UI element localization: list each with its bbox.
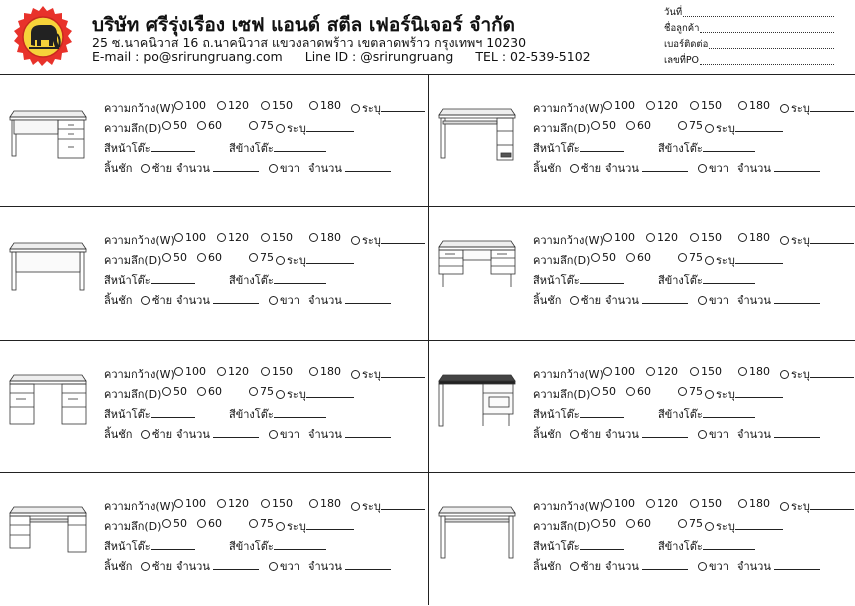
radio-option[interactable] xyxy=(276,390,285,399)
date-label: วันที่ xyxy=(664,7,683,18)
phone-field[interactable] xyxy=(664,36,834,52)
width-row: ความกว้าง(W) 100 120 150 180 ระบุ xyxy=(104,363,424,383)
width-row: ความกว้าง(W) 100 120 150 180 ระบุ xyxy=(104,97,424,117)
radio-option[interactable] xyxy=(249,253,258,262)
width-label: ความกว้าง(W) xyxy=(104,368,175,381)
color-row xyxy=(533,137,853,157)
blank-line[interactable] xyxy=(580,407,624,418)
order-info-box xyxy=(664,4,834,68)
drawer-row: ลิ้นชัก ซ้าย จำนวน ขวา จำนวน xyxy=(533,157,853,177)
drawer-label: ลิ้นชัก xyxy=(533,560,562,573)
blank-line[interactable] xyxy=(810,367,854,378)
top-color-label: สีหน้าโต๊ะ xyxy=(533,540,580,553)
desk-option-panel xyxy=(429,207,855,340)
blank-line[interactable] xyxy=(703,539,755,550)
radio-option[interactable] xyxy=(174,499,183,508)
desk-spec-form xyxy=(104,495,424,575)
blank-line[interactable] xyxy=(642,559,688,570)
radio-option[interactable] xyxy=(591,519,600,528)
radio-option[interactable] xyxy=(780,236,789,245)
width-label: ความกว้าง(W) xyxy=(533,368,604,381)
radio-option[interactable] xyxy=(197,253,206,262)
blank-line[interactable] xyxy=(213,293,259,304)
radio-option[interactable] xyxy=(738,101,747,110)
color-row xyxy=(533,269,853,289)
width-label: ความกว้าง(W) xyxy=(104,500,175,513)
radio-option[interactable] xyxy=(141,164,150,173)
color-row xyxy=(533,535,853,555)
depth-row: ความลึก(D) 50 60 75 ระบุ xyxy=(533,383,853,403)
width-row: ความกว้าง(W) 100 120 150 180 ระบุ xyxy=(104,229,424,249)
blank-line[interactable] xyxy=(213,427,259,438)
top-color-label: สีหน้าโต๊ะ xyxy=(533,274,580,287)
radio-option[interactable] xyxy=(678,519,687,528)
top-color-label: สีหน้าโต๊ะ xyxy=(104,408,151,421)
drawer-label: ลิ้นชัก xyxy=(104,428,133,441)
blank-line[interactable] xyxy=(381,233,425,244)
blank-line[interactable] xyxy=(810,233,854,244)
radio-option[interactable] xyxy=(197,387,206,396)
radio-option[interactable] xyxy=(646,233,655,242)
blank-line[interactable] xyxy=(306,387,354,398)
drawer-row: ลิ้นชัก ซ้าย จำนวน ขวา จำนวน xyxy=(533,423,853,443)
radio-option[interactable] xyxy=(603,499,612,508)
desk-option-panel xyxy=(0,341,427,474)
radio-option[interactable] xyxy=(261,101,270,110)
company-name: บริษัท ศรีรุ่งเรือง เซฟ แอนด์ สตีล เฟอร์นิเจอร์ จำกัด xyxy=(92,14,515,36)
top-color-label: สีหน้าโต๊ะ xyxy=(533,142,580,155)
radio-option[interactable] xyxy=(269,296,278,305)
blank-line[interactable] xyxy=(774,559,820,570)
company-address: 25 ซ.นาคนิวาส 16 ถ.นาคนิวาส แขวงลาดพร้าว เขตลาดพร้าว กรุงเทพฯ 10230 xyxy=(92,35,527,50)
width-row: ความกว้าง(W) 100 120 150 180 ระบุ xyxy=(533,229,853,249)
blank-line[interactable] xyxy=(735,519,783,530)
radio-option[interactable] xyxy=(174,367,183,376)
width-row: ความกว้าง(W) 100 120 150 180 ระบุ xyxy=(104,495,424,515)
depth-row: ความลึก(D) 50 60 75 ระบุ xyxy=(533,117,853,137)
color-row xyxy=(104,137,424,157)
width-label: ความกว้าง(W) xyxy=(533,500,604,513)
depth-label: ความลึก(D) xyxy=(533,254,591,267)
blank-line[interactable] xyxy=(213,161,259,172)
blank-line[interactable] xyxy=(274,407,326,418)
blank-line[interactable] xyxy=(810,101,854,112)
radio-option[interactable] xyxy=(249,519,258,528)
radio-option[interactable] xyxy=(626,387,635,396)
blank-line[interactable] xyxy=(306,121,354,132)
desk-spec-form xyxy=(533,363,853,443)
desk-option-panel xyxy=(429,473,855,606)
desk-spec-form xyxy=(104,229,424,309)
blank-line[interactable] xyxy=(306,253,354,264)
blank-line[interactable] xyxy=(580,141,624,152)
blank-line[interactable] xyxy=(735,121,783,132)
depth-label: ความลึก(D) xyxy=(533,122,591,135)
side-color-label: สีข้างโต๊ะ xyxy=(658,274,703,287)
radio-option[interactable] xyxy=(351,370,360,379)
radio-option[interactable] xyxy=(698,164,707,173)
drawer-label: ลิ้นชัก xyxy=(104,560,133,573)
desk-spec-form xyxy=(533,97,853,177)
side-color-label: สีข้างโต๊ะ xyxy=(229,142,274,155)
blank-line[interactable] xyxy=(306,519,354,530)
radio-option[interactable] xyxy=(678,121,687,130)
radio-option[interactable] xyxy=(570,296,579,305)
depth-row: ความลึก(D) 50 60 75 ระบุ xyxy=(104,117,424,137)
radio-option[interactable] xyxy=(690,367,699,376)
radio-option[interactable] xyxy=(162,253,171,262)
depth-label: ความลึก(D) xyxy=(533,388,591,401)
blank-line[interactable] xyxy=(213,559,259,570)
company-line-id: Line ID : @srirungruang xyxy=(304,49,454,64)
drawer-row: ลิ้นชัก ซ้าย จำนวน ขวา จำนวน xyxy=(533,289,853,309)
width-label: ความกว้าง(W) xyxy=(104,102,175,115)
radio-option[interactable] xyxy=(261,499,270,508)
radio-option[interactable] xyxy=(690,499,699,508)
depth-row: ความลึก(D) 50 60 75 ระบุ xyxy=(104,249,424,269)
radio-option[interactable] xyxy=(646,499,655,508)
radio-option[interactable] xyxy=(591,253,600,262)
blank-line[interactable] xyxy=(703,141,755,152)
radio-option[interactable] xyxy=(269,562,278,571)
desk-option-panel xyxy=(429,341,855,474)
blank-line[interactable] xyxy=(274,141,326,152)
radio-option[interactable] xyxy=(570,430,579,439)
radio-option[interactable] xyxy=(351,104,360,113)
radio-option[interactable] xyxy=(174,233,183,242)
width-row: ความกว้าง(W) 100 120 150 180 ระบุ xyxy=(533,495,853,515)
radio-option[interactable] xyxy=(705,124,714,133)
drawer-label: ลิ้นชัก xyxy=(533,162,562,175)
blank-line[interactable] xyxy=(345,427,391,438)
side-color-label: สีข้างโต๊ะ xyxy=(229,540,274,553)
radio-option[interactable] xyxy=(738,367,747,376)
radio-option[interactable] xyxy=(705,256,714,265)
radio-option[interactable] xyxy=(276,124,285,133)
radio-option[interactable] xyxy=(261,233,270,242)
blank-line[interactable] xyxy=(151,539,195,550)
radio-option[interactable] xyxy=(646,367,655,376)
radio-option[interactable] xyxy=(690,233,699,242)
blank-line[interactable] xyxy=(735,387,783,398)
width-label: ความกว้าง(W) xyxy=(533,234,604,247)
blank-line[interactable] xyxy=(642,161,688,172)
blank-line[interactable] xyxy=(381,367,425,378)
depth-row: ความลึก(D) 50 60 75 ระบุ xyxy=(104,383,424,403)
radio-option[interactable] xyxy=(249,121,258,130)
side-color-label: สีข้างโต๊ะ xyxy=(658,408,703,421)
drawer-row: ลิ้นชัก ซ้าย จำนวน ขวา จำนวน xyxy=(104,157,424,177)
radio-option[interactable] xyxy=(738,233,747,242)
radio-option[interactable] xyxy=(162,519,171,528)
color-row xyxy=(533,403,853,423)
radio-option[interactable] xyxy=(217,367,226,376)
radio-option[interactable] xyxy=(276,522,285,531)
radio-option[interactable] xyxy=(780,104,789,113)
depth-label: ความลึก(D) xyxy=(104,388,162,401)
radio-option[interactable] xyxy=(141,562,150,571)
company-tel: TEL : 02-539-5102 xyxy=(475,49,591,64)
side-color-label: สีข้างโต๊ะ xyxy=(229,274,274,287)
blank-line[interactable] xyxy=(774,427,820,438)
radio-option[interactable] xyxy=(570,562,579,571)
phone-label: เบอร์ติดต่อ xyxy=(664,39,709,50)
po-label: เลขที่PO xyxy=(664,55,700,66)
radio-option[interactable] xyxy=(351,236,360,245)
color-row xyxy=(104,403,424,423)
radio-option[interactable] xyxy=(646,101,655,110)
drawer-row: ลิ้นชัก ซ้าย จำนวน ขวา จำนวน xyxy=(533,555,853,575)
radio-option[interactable] xyxy=(261,367,270,376)
desk-option-panel xyxy=(429,75,855,208)
drawer-row: ลิ้นชัก ซ้าย จำนวน ขวา จำนวน xyxy=(104,423,424,443)
radio-option[interactable] xyxy=(705,522,714,531)
radio-option[interactable] xyxy=(141,296,150,305)
top-color-label: สีหน้าโต๊ะ xyxy=(104,142,151,155)
radio-option[interactable] xyxy=(217,233,226,242)
company-email: E-mail : po@srirungruang.com xyxy=(92,49,283,64)
blank-line[interactable] xyxy=(381,101,425,112)
radio-option[interactable] xyxy=(276,256,285,265)
radio-option[interactable] xyxy=(217,499,226,508)
desk-option-panel xyxy=(0,473,427,606)
drawer-row: ลิ้นชัก ซ้าย จำนวน ขวา จำนวน xyxy=(104,555,424,575)
radio-option[interactable] xyxy=(162,121,171,130)
blank-line[interactable] xyxy=(735,253,783,264)
drawer-row: ลิ้นชัก ซ้าย จำนวน ขวา จำนวน xyxy=(104,289,424,309)
width-label: ความกว้าง(W) xyxy=(104,234,175,247)
blank-line[interactable] xyxy=(381,499,425,510)
radio-option[interactable] xyxy=(591,121,600,130)
radio-option[interactable] xyxy=(705,390,714,399)
radio-option[interactable] xyxy=(738,499,747,508)
drawer-label: ลิ้นชัก xyxy=(533,294,562,307)
radio-option[interactable] xyxy=(678,387,687,396)
drawer-label: ลิ้นชัก xyxy=(533,428,562,441)
blank-line[interactable] xyxy=(345,293,391,304)
radio-option[interactable] xyxy=(603,367,612,376)
company-logo xyxy=(12,6,74,68)
blank-line[interactable] xyxy=(774,293,820,304)
width-row: ความกว้าง(W) 100 120 150 180 ระบุ xyxy=(533,97,853,117)
drawer-label: ลิ้นชัก xyxy=(104,162,133,175)
company-contact xyxy=(92,49,591,64)
radio-option[interactable] xyxy=(141,430,150,439)
depth-label: ความลึก(D) xyxy=(104,254,162,267)
radio-option[interactable] xyxy=(309,233,318,242)
blank-line[interactable] xyxy=(580,539,624,550)
top-color-label: สีหน้าโต๊ะ xyxy=(104,540,151,553)
blank-line[interactable] xyxy=(151,141,195,152)
side-color-label: สีข้างโต๊ะ xyxy=(658,142,703,155)
blank-line[interactable] xyxy=(151,273,195,284)
radio-option[interactable] xyxy=(698,296,707,305)
radio-option[interactable] xyxy=(197,121,206,130)
radio-option[interactable] xyxy=(174,101,183,110)
drawer-label: ลิ้นชัก xyxy=(104,294,133,307)
top-color-label: สีหน้าโต๊ะ xyxy=(104,274,151,287)
depth-row: ความลึก(D) 50 60 75 ระบุ xyxy=(104,515,424,535)
radio-option[interactable] xyxy=(603,233,612,242)
blank-line[interactable] xyxy=(810,499,854,510)
blank-line[interactable] xyxy=(703,273,755,284)
blank-line[interactable] xyxy=(642,293,688,304)
radio-option[interactable] xyxy=(698,562,707,571)
radio-option[interactable] xyxy=(780,502,789,511)
depth-row: ความลึก(D) 50 60 75 ระบุ xyxy=(533,249,853,269)
color-row xyxy=(104,269,424,289)
customer-label: ชื่อลูกค้า xyxy=(664,23,700,34)
radio-option[interactable] xyxy=(249,387,258,396)
radio-option[interactable] xyxy=(162,387,171,396)
width-row: ความกว้าง(W) 100 120 150 180 ระบุ xyxy=(533,363,853,383)
blank-line[interactable] xyxy=(580,273,624,284)
radio-option[interactable] xyxy=(197,519,206,528)
blank-line[interactable] xyxy=(274,539,326,550)
width-label: ความกว้าง(W) xyxy=(533,102,604,115)
blank-line[interactable] xyxy=(703,407,755,418)
depth-row: ความลึก(D) 50 60 75 ระบุ xyxy=(533,515,853,535)
desk-option-panel xyxy=(0,207,427,340)
radio-option[interactable] xyxy=(626,121,635,130)
radio-option[interactable] xyxy=(690,101,699,110)
desk-spec-form xyxy=(533,495,853,575)
radio-option[interactable] xyxy=(780,370,789,379)
radio-option[interactable] xyxy=(309,499,318,508)
radio-option[interactable] xyxy=(217,101,226,110)
desk-spec-form xyxy=(104,97,424,177)
desk-option-panel xyxy=(0,75,427,208)
blank-line[interactable] xyxy=(642,427,688,438)
depth-label: ความลึก(D) xyxy=(104,122,162,135)
customer-field[interactable] xyxy=(664,20,834,36)
radio-option[interactable] xyxy=(698,430,707,439)
radio-option[interactable] xyxy=(678,253,687,262)
radio-option[interactable] xyxy=(309,367,318,376)
top-color-label: สีหน้าโต๊ะ xyxy=(533,408,580,421)
radio-option[interactable] xyxy=(626,519,635,528)
blank-line[interactable] xyxy=(345,559,391,570)
desk-spec-form xyxy=(104,363,424,443)
radio-option[interactable] xyxy=(591,387,600,396)
radio-option[interactable] xyxy=(269,164,278,173)
blank-line[interactable] xyxy=(151,407,195,418)
side-color-label: สีข้างโต๊ะ xyxy=(658,540,703,553)
blank-line[interactable] xyxy=(345,161,391,172)
blank-line[interactable] xyxy=(774,161,820,172)
blank-line[interactable] xyxy=(274,273,326,284)
color-row xyxy=(104,535,424,555)
radio-option[interactable] xyxy=(351,502,360,511)
depth-label: ความลึก(D) xyxy=(104,520,162,533)
radio-option[interactable] xyxy=(626,253,635,262)
side-color-label: สีข้างโต๊ะ xyxy=(229,408,274,421)
radio-option[interactable] xyxy=(269,430,278,439)
date-field[interactable] xyxy=(664,4,834,20)
depth-label: ความลึก(D) xyxy=(533,520,591,533)
radio-option[interactable] xyxy=(309,101,318,110)
radio-option[interactable] xyxy=(603,101,612,110)
radio-option[interactable] xyxy=(570,164,579,173)
po-field[interactable] xyxy=(664,52,834,68)
desk-spec-form xyxy=(533,229,853,309)
